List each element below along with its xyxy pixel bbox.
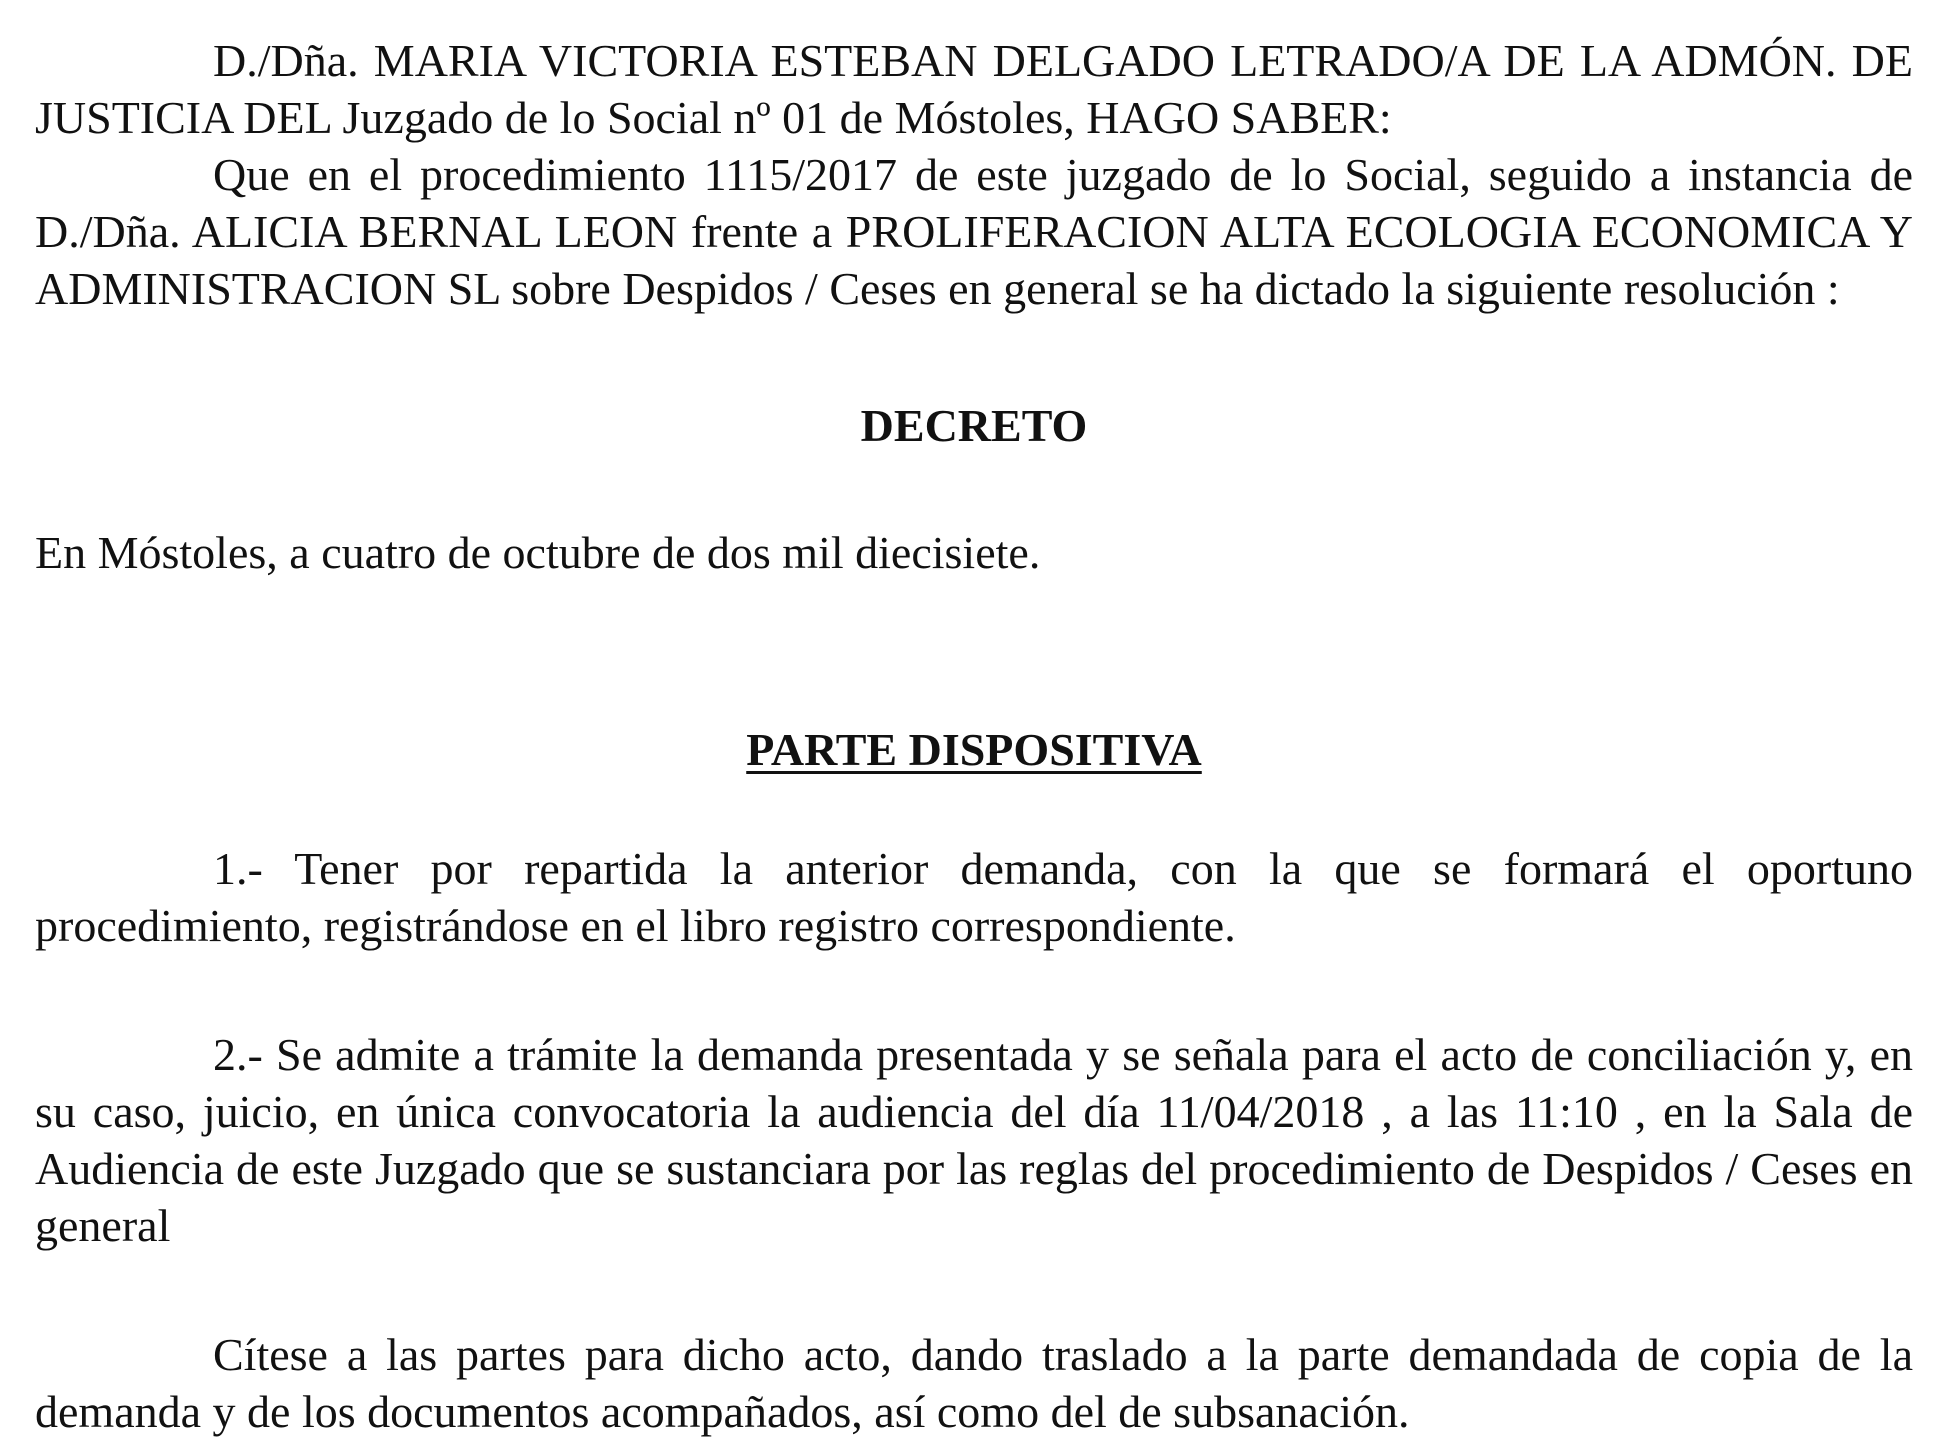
operative-heading: PARTE DISPOSITIVA xyxy=(746,724,1202,775)
document-page xyxy=(35,32,1913,1440)
procedure-paragraph: Que en el procedimiento 1115/2017 de este juzgado de lo Social, seguido a instancia de D./Dña. ALICIA BERNAL LEON frente a PROLIFERACION ALTA ECOLOGIA ECONOMICA Y ADMINISTRACION SL sobre Despidos / Ceses en general se ha dictado la siguiente resolución : xyxy=(35,149,1913,314)
date-line: En Móstoles, a cuatro de octubre de dos mil diecisiete. xyxy=(35,527,1041,578)
decree-heading: DECRETO xyxy=(860,400,1088,451)
intro-paragraph: D./Dña. MARIA VICTORIA ESTEBAN DELGADO LETRADO/A DE LA ADMÓN. DE JUSTICIA DEL Juzgado de lo Social nº 01 de Móstoles, HAGO SABER: xyxy=(35,35,1913,143)
item-2: 2.- Se admite a trámite la demanda presentada y se señala para el acto de conciliación y, en su caso, juicio, en única convocatoria la audiencia del día 11/04/2018 , a las 11:10 , en la Sala de Audiencia de este Juzgado que se sustanciara por las reglas del procedimiento de Despidos / Ceses en general xyxy=(35,1029,1913,1251)
citation-paragraph: Cítese a las partes para dicho acto, dando traslado a la parte demandada de copia de la demanda y de los documentos acompañados, así como del de subsanación. xyxy=(35,1329,1913,1437)
item-1: 1.- Tener por repartida la anterior demanda, con la que se formará el oportuno procedimiento, registrándose en el libro registro correspondiente. xyxy=(35,843,1913,951)
